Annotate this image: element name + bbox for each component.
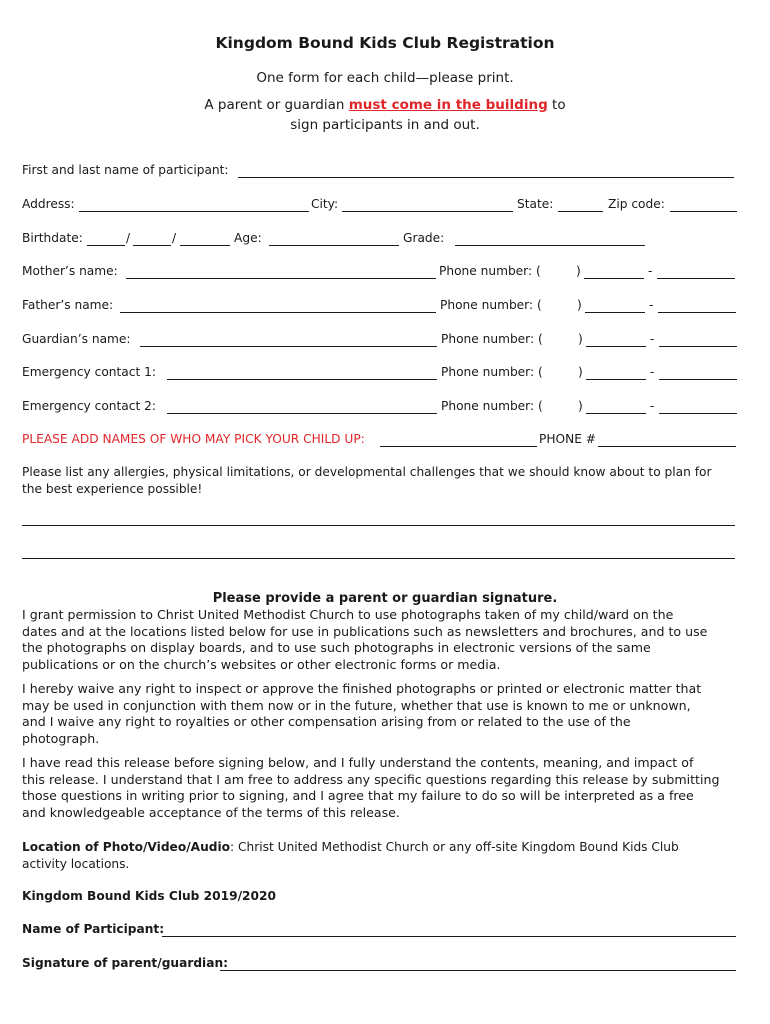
location-label: Location of Photo/Video/Audio (22, 840, 231, 854)
participant-name-label: First and last name of participant: (22, 163, 229, 177)
mother-phone-prefix-field[interactable] (584, 278, 644, 279)
notice-line2: sign participants in and out. (290, 117, 480, 133)
age-label: Age: (234, 231, 262, 245)
signature-heading: Please provide a parent or guardian signature. (212, 591, 558, 606)
emergency-contact-2-field[interactable] (167, 413, 437, 414)
mother-phone-dash: - (648, 264, 653, 278)
father-phone-paren: ) (577, 298, 582, 312)
guardian-name-label: Guardian’s name: (22, 332, 131, 346)
father-name-field[interactable] (120, 312, 436, 313)
release-paragraph-1 (22, 607, 746, 673)
zip-field[interactable] (670, 211, 737, 212)
release-paragraph-3 (22, 755, 746, 821)
participant-signature-name-label: Name of Participant: (22, 922, 165, 936)
father-phone-dash: - (649, 298, 654, 312)
address-label: Address: (22, 197, 75, 211)
program-season: Kingdom Bound Kids Club 2019/2020 (22, 889, 276, 903)
father-phone-label: Phone number: ( (440, 298, 542, 312)
father-phone-prefix-field[interactable] (585, 312, 645, 313)
location-text: : Christ United Methodist Church or any off-site Kingdom Bound Kids Club (230, 840, 679, 854)
mother-name-label: Mother’s name: (22, 264, 118, 278)
guardian-signature-label: Signature of parent/guardian: (22, 956, 229, 970)
state-field[interactable] (558, 211, 603, 212)
state-label: State: (517, 197, 554, 211)
participant-name-field[interactable] (238, 177, 734, 178)
release-p1-line: dates and at the locations listed below for use in publications such as newsletters and brochures, and to use (22, 623, 708, 639)
release-p1-line: publications or on the church’s websites or other electronic forms or media. (22, 656, 501, 672)
location-line-1 (22, 839, 746, 856)
emergency-contact-1-field[interactable] (167, 379, 437, 380)
pickup-names-label: PLEASE ADD NAMES OF WHO MAY PICK YOUR CHILD UP: (22, 432, 365, 446)
city-label: City: (311, 197, 339, 211)
form-subtitle: One form for each child—please print. (256, 70, 514, 86)
release-p3-line: and knowledgeable acceptance of the terms of this release. (22, 804, 400, 820)
emergency-contact-1-label: Emergency contact 1: (22, 365, 156, 379)
release-p2-line: may be used in conjunction with them now or in the future, whether that use is known to me or unknown, (22, 697, 691, 713)
pickup-names-field[interactable] (380, 446, 537, 447)
zip-label: Zip code: (608, 197, 665, 211)
guardian-name-field[interactable] (140, 346, 437, 347)
birth-year-field[interactable] (180, 245, 230, 246)
release-p3-line: I have read this release before signing below, and I fully understand the contents, meaning, and impact of (22, 755, 694, 770)
age-field[interactable] (269, 245, 399, 246)
birthdate-label: Birthdate: (22, 231, 83, 245)
emergency-1-phone-prefix-field[interactable] (586, 379, 646, 380)
emergency-2-phone-paren: ) (578, 399, 583, 413)
notice-post: to (547, 97, 566, 113)
emergency-2-phone-label: Phone number: ( (441, 399, 543, 413)
address-field[interactable] (79, 211, 309, 212)
notice-pre: A parent or guardian (204, 97, 349, 113)
release-p3-line: those questions in writing prior to signing, and I agree that my failure to do so will be interpreted as a free (22, 788, 694, 803)
father-phone-line-field[interactable] (658, 312, 736, 313)
guardian-phone-line-field[interactable] (659, 346, 737, 347)
mother-phone-line-field[interactable] (657, 278, 735, 279)
release-p1-line: I grant permission to Christ United Methodist Church to use photographs taken of my child/ward on the (22, 607, 674, 622)
release-p2-line: photograph. (22, 730, 100, 746)
guardian-phone-dash: - (650, 332, 655, 346)
pickup-phone-field[interactable] (598, 446, 736, 447)
pickup-notice (0, 97, 770, 113)
guardian-signature-field[interactable] (220, 970, 736, 971)
birth-day-field[interactable] (133, 245, 171, 246)
emergency-1-phone-line-field[interactable] (659, 379, 737, 380)
pickup-phone-label: PHONE # (539, 432, 597, 446)
allergies-field-line-1[interactable] (22, 525, 735, 526)
emergency-2-phone-line-field[interactable] (659, 413, 737, 414)
city-field[interactable] (342, 211, 513, 212)
emergency-contact-2-label: Emergency contact 2: (22, 399, 156, 413)
release-paragraph-2 (22, 681, 746, 747)
grade-label: Grade: (403, 231, 445, 245)
emergency-1-phone-dash: - (650, 365, 655, 379)
form-title: Kingdom Bound Kids Club Registration (215, 34, 555, 52)
guardian-phone-prefix-field[interactable] (586, 346, 646, 347)
guardian-phone-paren: ) (578, 332, 583, 346)
mother-phone-label: Phone number: ( (439, 264, 541, 278)
allergies-field-line-2[interactable] (22, 558, 735, 559)
birthdate-slash-1: / (126, 231, 131, 245)
emergency-2-phone-dash: - (650, 399, 655, 413)
participant-signature-name-field[interactable] (162, 936, 736, 937)
birthdate-slash-2: / (172, 231, 177, 245)
release-p2-line: and I waive any right to royalties or other compensation arising from or related to the use of the (22, 714, 631, 729)
mother-phone-paren: ) (576, 264, 581, 278)
emergency-2-phone-prefix-field[interactable] (586, 413, 646, 414)
release-p3-line: this release. I understand that I am free to address any specific questions regarding this release by submitting (22, 771, 720, 787)
emergency-1-phone-label: Phone number: ( (441, 365, 543, 379)
allergies-prompt-line1: Please list any allergies, physical limitations, or developmental challenges that we should know about to plan for (22, 465, 712, 479)
location-paragraph (22, 839, 746, 872)
guardian-phone-label: Phone number: ( (441, 332, 543, 346)
allergies-prompt-line2: the best experience possible! (22, 482, 203, 496)
location-line-2: activity locations. (22, 856, 130, 871)
release-p2-line: I hereby waive any right to inspect or approve the finished photographs or printed or electronic matter that (22, 681, 702, 696)
notice-emphasis: must come in the building (348, 97, 548, 113)
father-name-label: Father’s name: (22, 298, 114, 312)
mother-name-field[interactable] (126, 278, 436, 279)
emergency-1-phone-paren: ) (578, 365, 583, 379)
birth-month-field[interactable] (87, 245, 125, 246)
grade-field[interactable] (455, 245, 645, 246)
release-p1-line: the photographs on display boards, and to use such photographs in electronic versions of the same (22, 640, 651, 655)
